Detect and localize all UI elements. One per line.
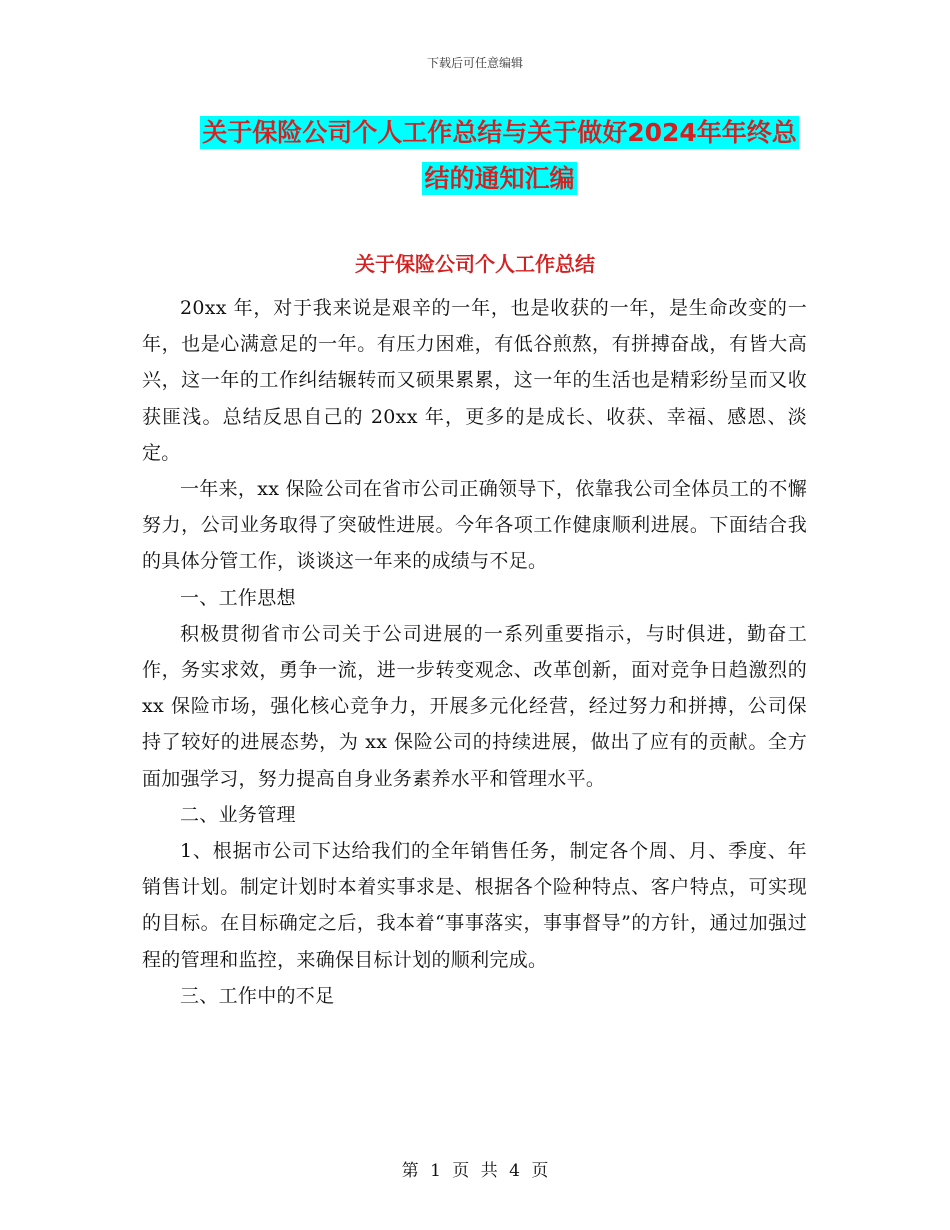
paragraph: 一年来，xx 保险公司在省市公司正确领导下，依靠我公司全体员工的不懈努力，公司业务取得了突破性进展。今年各项工作健康顺利进展。下面结合我的具体分管工作，谈谈这一年来的成绩与不足。 — [142, 478, 807, 573]
document-title-line-1: 关于保险公司个人工作总结与关于做好2024年年终总 — [202, 118, 797, 147]
paragraph: 积极贯彻省市公司关于公司进展的一系列重要指示，与时俱进，勤奋工作，务实求效，勇争一流，进一步转变观念、改革创新，面对竞争日趋激烈的 xx 保险市场，强化核心竞争力，开展多元化经营，经过努力和拼搏，公司保持了较好的进展态势，为 xx 保险公司的持续进展，做出了应有的贡献。全方面加强学习，努力提高自身业务素养水平和管理水平。 — [142, 622, 807, 790]
document-title-line-2: 结的通知汇编 — [424, 164, 575, 193]
heading-work-thinking: 一、工作思想 — [180, 586, 296, 609]
document-title — [187, 110, 812, 202]
heading-shortcomings: 三、工作中的不足 — [180, 984, 335, 1007]
page-header: 下载后可任意编辑 — [426, 56, 523, 70]
page-footer: 第 1 页 共 4 页 — [401, 1161, 549, 1181]
section-title: 关于保险公司个人工作总结 — [355, 252, 595, 276]
paragraph: 20xx 年，对于我来说是艰辛的一年，也是收获的一年，是生命改变的一年，也是心满意足的一年。有压力困难，有低谷煎熬，有拼搏奋战，有皆大高兴，这一年的工作纠结辗转而又硕果累累，这一年的生活也是精彩纷呈而又收获匪浅。总结反思自己的 20xx 年，更多的是成长、收获、幸福、感恩、淡定。 — [142, 297, 807, 464]
heading-business-management: 二、业务管理 — [180, 803, 296, 826]
document-body — [142, 290, 807, 1014]
paragraph: 1、根据市公司下达给我们的全年销售任务，制定各个周、月、季度、年销售计划。制定计划时本着实事求是、根据各个险种特点、客户特点，可实现的目标。在目标确定之后，我本着“事事落实，事事督导”的方针，通过加强过程的管理和监控，来确保目标计划的顺利完成。 — [142, 840, 807, 971]
